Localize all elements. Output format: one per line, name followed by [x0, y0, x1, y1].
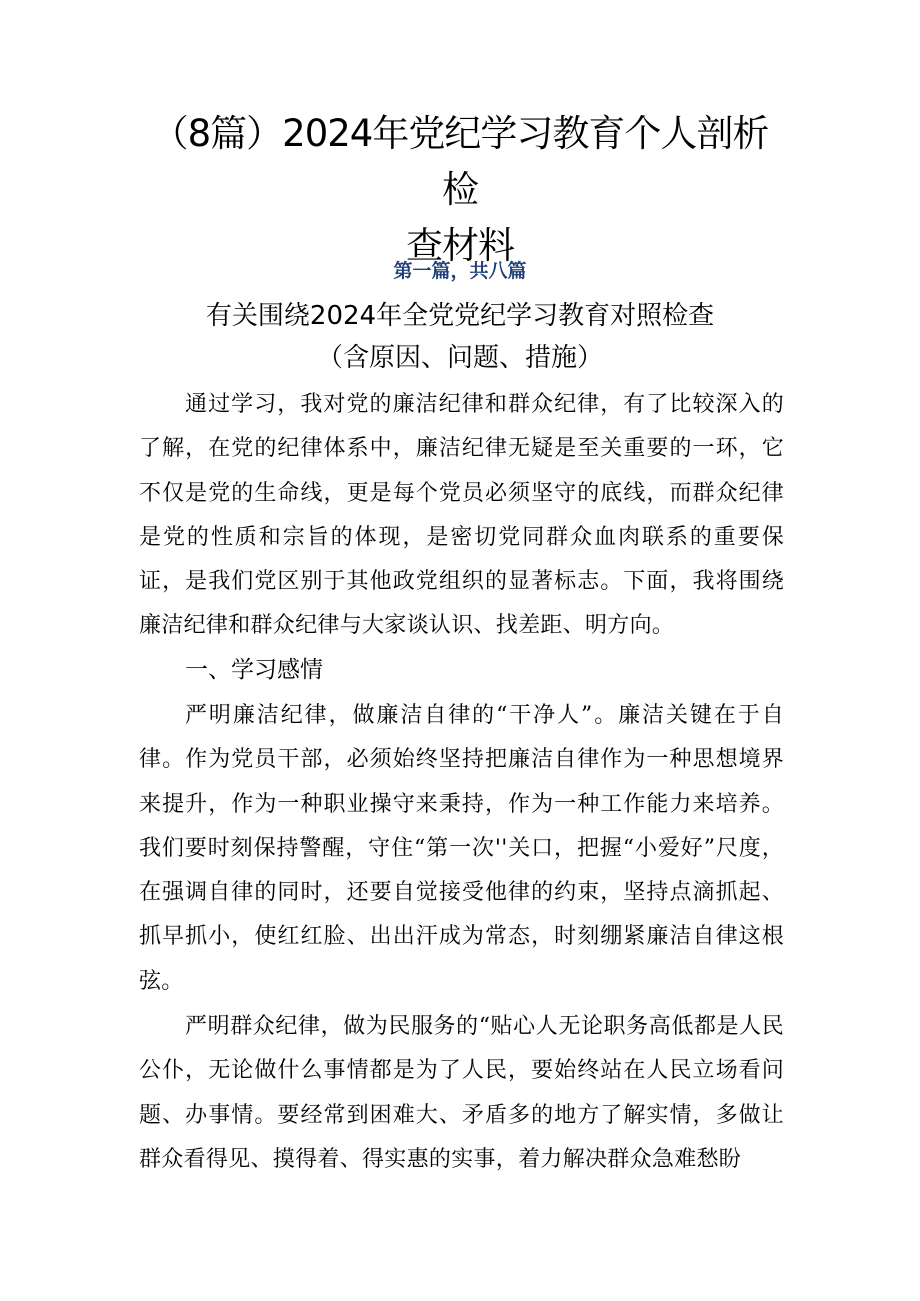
section-title-line-2: （含原因、问题、措施）: [316, 343, 603, 373]
part-subtitle: 第一篇，共八篇: [393, 260, 527, 282]
document-title: [140, 106, 780, 274]
paragraph-mass-discipline: 严明群众纪律，做为民服务的“贴心人无论职务高低都是人民公仆，无论做什么事情都是为了人民，要始终站在人民立场看问题、办事情。要经常到困难大、矛盾多的地方了解实情，多做让群众看得见、摸得着、得实惠的实事，着力解决群众急难愁盼: [139, 1014, 784, 1172]
document-title-line-2: 查材料: [406, 224, 514, 267]
document-title-line-1: （8篇）2024年党纪学习教育个人剖析检: [151, 112, 769, 211]
section-title-line-1: 有关围绕2024年全党党纪学习教育对照检查: [205, 301, 715, 331]
paragraph-intro: 通过学习，我对党的廉洁纪律和群众纪律，有了比较深入的了解，在党的纪律体系中，廉洁纪律无疑是至关重要的一环，它不仅是党的生命线，更是每个党员必须坚守的底线，而群众纪律是党的性质和宗旨的体现，是密切党同群众血肉联系的重要保证，是我们党区别于其他政党组织的显著标志。下面，我将围绕廉洁纪律和群众纪律与大家谈认识、找差距、明方向。: [139, 392, 784, 639]
heading-study-feelings: 一、学习感情: [185, 657, 323, 683]
paragraph-integrity-discipline: 严明廉洁纪律，做廉洁自律的“干净人”。廉洁关键在于自律。作为党员干部，必须始终坚持把廉洁自律作为一种思想境界来提升，作为一种职业操守来秉持，作为一种工作能力来培养。我们要时刻保持警醒，守住“第一次''关口，把握“小爱好”尺度，在强调自律的同时，还要自觉接受他律的约束，坚持点滴抓起、抓早抓小，使红红脸、出出汗成为常态，时刻绷紧廉洁自律这根弦。: [139, 703, 784, 994]
